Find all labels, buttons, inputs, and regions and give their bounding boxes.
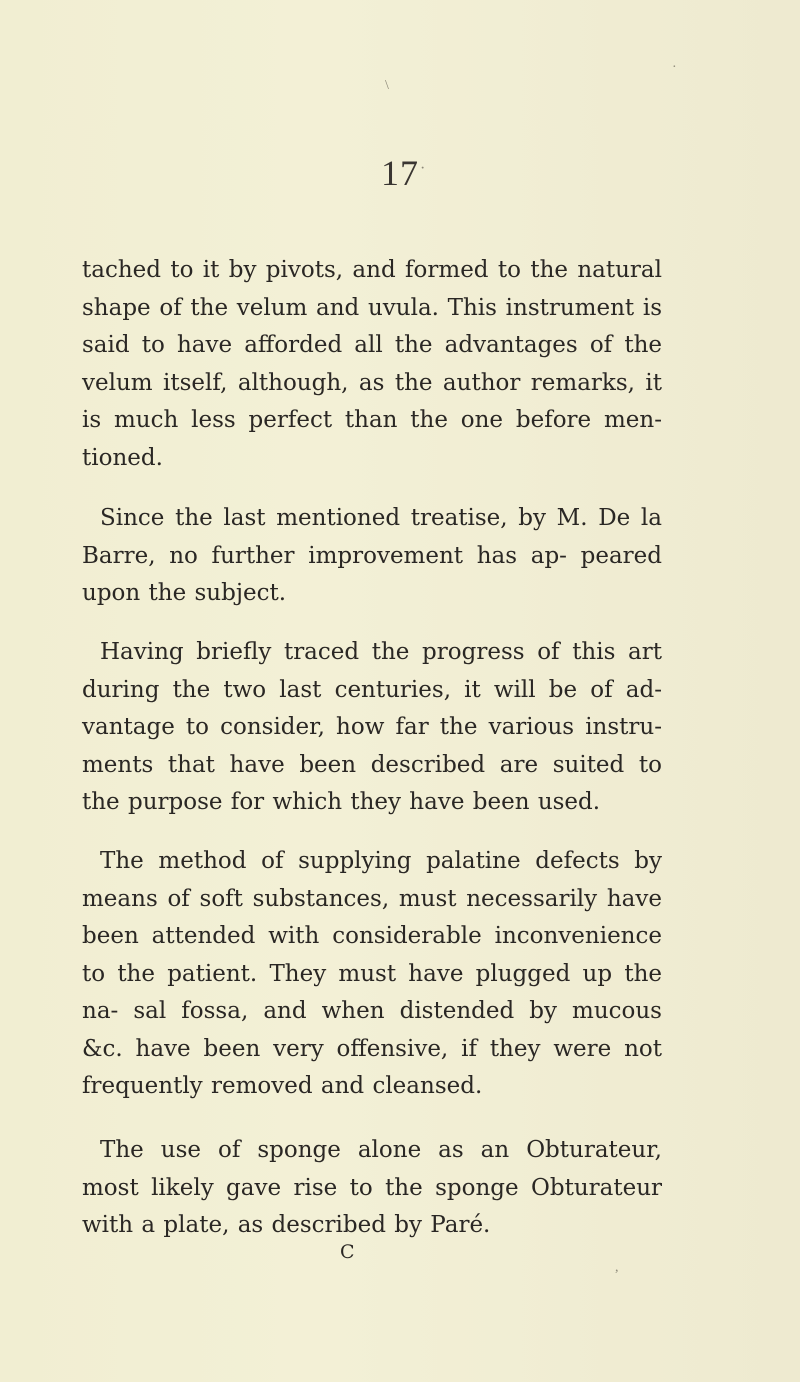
stray-mark: · (420, 160, 426, 177)
stray-mark: · (672, 60, 677, 75)
paragraph-text: tached to it by pivots, and formed to the natural shape of the velum and uvula. This instrument is said to have afforded all the advantages of the velum itself, although, as the author remarks, it is much less perfect than the one before men- tioned. (82, 257, 662, 471)
paragraph-text: Since the last mentioned treatise, by M. De la Barre, no further improvement has ap- peared upon the subject. (82, 505, 662, 606)
paragraph-5 (82, 1132, 662, 1245)
stray-mark: , (615, 1260, 619, 1275)
stray-mark: \ (385, 78, 389, 93)
paragraph-text: The use of sponge alone as an Obturateur, most likely gave rise to the sponge Obturateur with a plate, as described by Paré. (82, 1137, 662, 1238)
page-number: 17 (381, 153, 419, 193)
paragraph-3 (82, 634, 662, 822)
signature-mark: C (340, 1241, 355, 1263)
paragraph-4 (82, 843, 662, 1106)
paragraph-text: The method of supplying palatine defects by means of soft substances, must necessarily have been attended with considerable inconvenience to the patient. They must have plugged up the na- sal fossa, and when distended by mucous &c. have been very offensive, if they were not frequently removed and cleansed. (82, 848, 662, 1099)
paragraph-2 (82, 500, 662, 613)
paragraph-text: Having briefly traced the progress of this art during the two last centuries, it will be of ad- vantage to consider, how far the various instru- ments that have been described are suited to the purpose for which they have been used. (82, 639, 662, 815)
paragraph-1 (82, 252, 662, 477)
